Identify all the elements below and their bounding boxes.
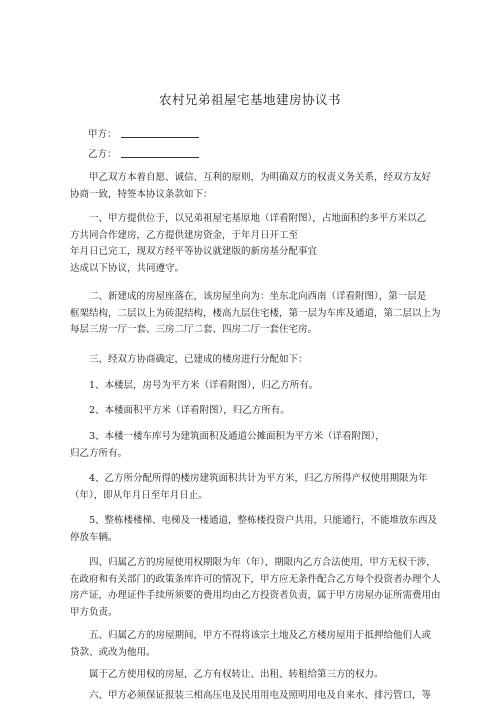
paragraph-intro [70,170,432,203]
text-line: 房产证，办理证件手续所须要的费用均由乙方投资者负责，属于甲方房屋办证所需费用由 [70,590,441,601]
text-line: 六、甲方必须保证报装三相高压电及民用用电及照明用电及自来水、排污管口，等 [89,690,432,701]
text-line: 在政府和有关部门的政策条库许可的情况下，甲方应无条件配合乙方每个投资者办理个人 [70,573,441,585]
text-line: 归乙方所有。 [70,447,128,459]
paragraph-item-4 [70,471,432,504]
party-b-label: 乙方： [88,149,117,160]
text-line: 2、本楼面积平方米（详看附图），归乙方所有。 [89,405,290,416]
text-line: 五、归属乙方的房屋期间，甲方不得将该宗土地及乙方楼房屋用于抵押给他们人或 [89,630,432,641]
document-title: 农村兄弟祖屋宅基地建房协议书 [158,92,341,107]
party-b-blank-line [121,148,199,158]
paragraph-rights [70,667,432,684]
party-a-field [88,126,199,140]
text-line: 框架结构，二层以上为砖混结构，楼高九层住宅楼，第一层为车库及通道，第二层以上为 [70,307,441,319]
paragraph-clause-3 [70,352,432,369]
paragraph-clause-5 [70,628,432,661]
text-line: 3、本楼一楼车库号为建筑面积及通道公摊面积为平方米（详看附图）， [89,431,385,442]
text-line: 协商一致，特签本协议条款如下： [70,188,213,200]
paragraph-clause-4 [70,555,441,621]
party-b-field [88,146,199,160]
text-line: 达成以下协议，共同遵守。 [70,262,185,274]
text-line: 停放车辆。 [70,531,118,543]
text-line: 三、经双方协商确定，已建成的楼房进行分配如下： [89,354,308,365]
text-line: 属于乙方使用权的房屋，乙方有权转让、出租、转租给第三方的权力。 [89,669,384,680]
text-line: 4、乙方所分配所得的楼房建筑面积共计为平方米，归乙方所得产权使用期限为年 [89,473,428,484]
party-a-blank-line [121,128,199,138]
text-line: （年），即从年月日至年月日止。 [70,489,208,501]
paragraph-item-5 [70,513,438,546]
paragraph-clause-1 [70,211,432,277]
text-line: 甲乙双方本着自愿、诚信、互利的原则，为明确双方的权责义务关系，经双方友好 [89,172,432,183]
text-line: 二、新建成的房屋座落在，该房屋坐向为：坐东北向西南（详看附图），第一层是 [89,291,427,302]
text-line: 甲方负责。 [70,606,118,618]
paragraph-item-3 [70,429,432,462]
text-line: 方共同合作建房，乙方提供建房资金，于年月日开工至 [70,229,299,241]
text-line: 1、本楼层，房号为平方米（详看附图），归乙方所有。 [89,380,319,391]
paragraph-clause-2 [70,289,441,339]
text-line: 贷款、或改为他用。 [70,646,156,658]
text-line: 年月日已完工，现双方经平等协议就建版的新房基分配事宜 [70,246,318,257]
text-line: 一、甲方提供位于，以兄弟祖屋宅基原地（详看附图），占地面积约多平方米以乙 [89,213,427,224]
text-line: 5、整栋楼楼梯、电梯及一楼通道，整栋楼投资户共用，只能通行，不能堆放东西及 [89,515,438,526]
text-line: 四、归属乙方的房屋使用权期限为年（年），期限内乙方合法使用，甲方无权干涉， [89,557,436,568]
paragraph-item-1 [70,378,432,395]
paragraph-clause-6 [70,688,432,705]
party-a-label: 甲方： [88,129,117,140]
text-line: 每层三房一厅一套、三房二厅二套、四房二厅一套住宅房。 [70,324,318,335]
paragraph-item-2 [70,403,432,420]
